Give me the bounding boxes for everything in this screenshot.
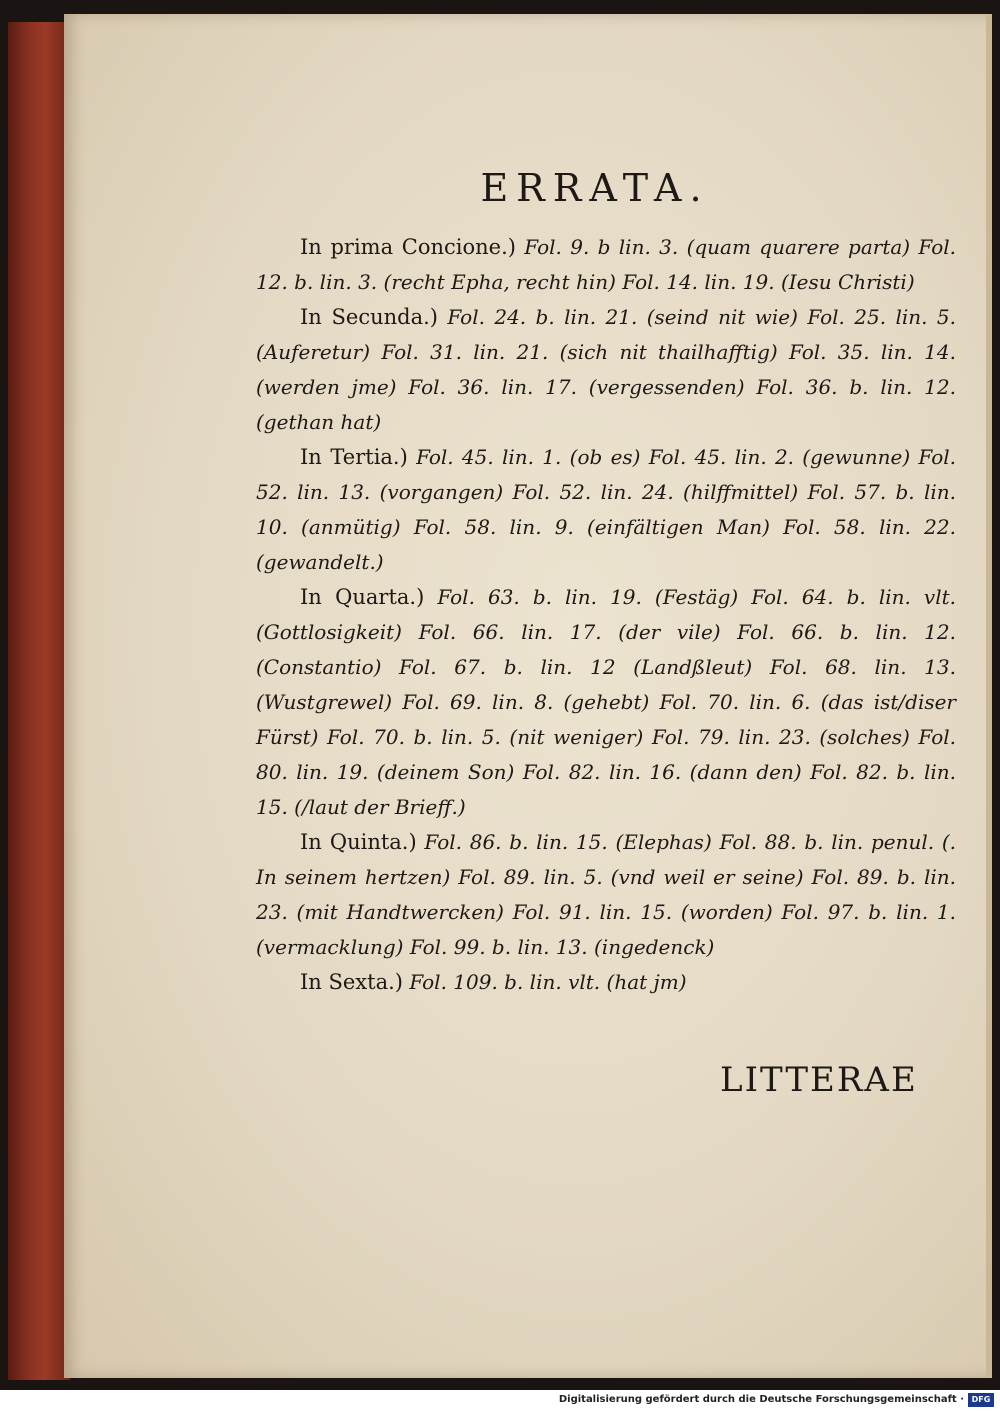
errata-entry (256, 440, 956, 580)
book-cover-edge (8, 22, 70, 1380)
errata-entry-text: Fol. 109. b. lin. vlt. (hat jm) (409, 970, 687, 994)
errata-entry (256, 965, 956, 1000)
dfg-logo-icon: DFG (968, 1393, 994, 1407)
errata-list (256, 230, 956, 1000)
errata-entry-label: In Secunda.) (300, 305, 438, 329)
errata-entry (256, 300, 956, 440)
catchword: LITTERAE (720, 1060, 918, 1100)
errata-entry (256, 825, 956, 965)
errata-entry-text: Fol. 9. b lin. 3. (quam quarere parta) Fol. 12. b. lin. 3. (recht Epha, recht hin) Fol. 14. lin. 19. (Iesu Christi) (256, 235, 957, 294)
errata-entry-label: In Tertia.) (300, 445, 408, 469)
errata-entry-label: In Quarta.) (300, 585, 425, 609)
errata-entry-label: In Quinta.) (300, 830, 417, 854)
page-fore-edge (986, 14, 992, 1378)
errata-entry-text: Fol. 45. lin. 1. (ob es) Fol. 45. lin. 2. (gewunne) Fol. 52. lin. 13. (vorgangen) Fol. 52. lin. 24. (hilffmittel) Fol. 57. b. lin. 10. (anmütig) Fol. 58. lin. 9. (einfältigen Man) Fol. 58. lin. 22. (gewandelt.) (256, 445, 956, 574)
errata-entry-text: Fol. 24. b. lin. 21. (seind nit wie) Fol. 25. lin. 5. (Auferetur) Fol. 31. lin. 21. (sich nit thailhafftig) Fol. 35. lin. 14. (werden jme) Fol. 36. lin. 17. (vergessenden) Fol. 36. b. lin. 12. (gethan hat) (256, 305, 956, 434)
errata-entry-text: Fol. 86. b. lin. 15. (Elephas) Fol. 88. b. lin. penul. (. In seinem hertzen) Fol. 89. lin. 5. (vnd weil er seine) Fol. 89. b. lin. 23. (mit Handtwercken) Fol. 91. lin. 15. (worden) Fol. 97. b. lin. 1. (vermacklung) Fol. 99. b. lin. 13. (ingedenck) (256, 830, 957, 959)
errata-entry (256, 230, 956, 300)
page-title: ERRATA. (480, 166, 710, 210)
errata-entry-text: Fol. 63. b. lin. 19. (Festäg) Fol. 64. b. lin. vlt. (Gottlosigkeit) Fol. 66. lin. 17. (der vile) Fol. 66. b. lin. 12. (Constantio) Fol. 67. b. lin. 12 (Landßleut) Fol. 68. lin. 13. (Wustgrewel) Fol. 69. lin. 8. (gehebt) Fol. 70. lin. 6. (das ist/diser Fürst) Fol. 70. b. lin. 5. (nit weniger) Fol. 79. lin. 23. (solches) Fol. 80. lin. 19. (deinem Son) Fol. 82. lin. 16. (dann den) Fol. 82. b. lin. 15. (/laut der Brieff.) (256, 585, 957, 819)
errata-entry (256, 580, 956, 825)
errata-entry-label: In Sexta.) (300, 970, 403, 994)
errata-entry-label: In prima Concione.) (300, 235, 516, 259)
digitization-credit: Digitalisierung gefördert durch die Deutsche Forschungsgemeinschaft · (558, 1394, 964, 1405)
